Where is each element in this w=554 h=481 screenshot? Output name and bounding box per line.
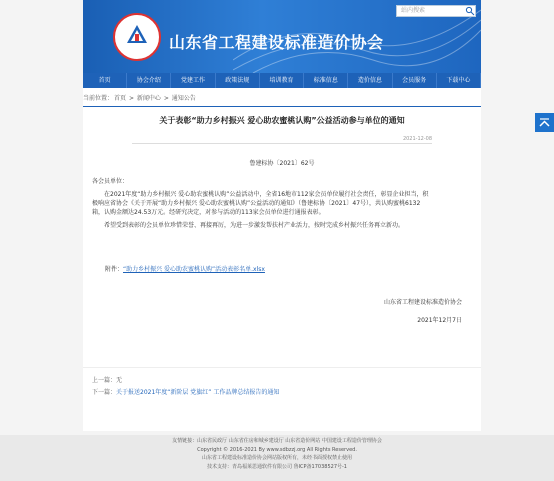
divider xyxy=(83,106,481,107)
signature: 山东省工程建设标准造价协会 xyxy=(383,299,462,306)
nav-item-member[interactable]: 会员服务 xyxy=(393,73,437,88)
article-title: 关于表彰“助力乡村振兴 爱心助农蜜桃认购”公益活动参与单位的通知 xyxy=(159,116,405,125)
prev-label: 上一篇： xyxy=(92,377,117,384)
breadcrumb-notice[interactable]: 通知公告 xyxy=(171,95,196,102)
signature-date: 2021年12月7日 xyxy=(417,317,462,324)
footer xyxy=(0,435,554,481)
prev-article xyxy=(92,375,122,384)
divider xyxy=(83,367,481,368)
attachment-label: 附件： xyxy=(105,266,124,273)
logo-emblem-icon xyxy=(125,23,149,47)
breadcrumb-home[interactable]: 首页 xyxy=(114,95,127,102)
paragraph: 希望受到表彰的会员单位珍惜荣誉、再接再厉，为进一步激发帮扶村产业活力，按时完成乡村振兴任务再立新功。 xyxy=(104,222,405,229)
nav-item-training[interactable]: 培训教育 xyxy=(260,73,304,88)
header-banner xyxy=(0,0,554,73)
nav-item-standards[interactable]: 标准信息 xyxy=(304,73,348,88)
arrow-up-icon xyxy=(535,113,554,132)
breadcrumb-news[interactable]: 新闻中心 xyxy=(136,95,161,102)
footer-owner: 山东省工程建设标准造价协会网站版权所有，未经书面授权禁止使用 xyxy=(201,455,352,461)
next-article xyxy=(92,387,279,396)
back-to-top-button[interactable] xyxy=(535,113,554,132)
breadcrumb-separator: > xyxy=(163,95,169,102)
next-article-link[interactable]: 关于报送2021年度“新阶层 党旗红” 工作品牌总结报告的通知 xyxy=(116,389,280,396)
site-title: 山东省工程建设标准造价协会 xyxy=(169,33,384,52)
salutation: 各会员单位： xyxy=(92,178,129,185)
breadcrumb-prefix: 当前位置： xyxy=(83,95,114,102)
article-container xyxy=(83,88,481,431)
footer-copyright: Copyright © 2016-2021 By www.sdbzzj.org All Rights Reserved. xyxy=(197,446,357,453)
footer-links[interactable]: 友情链接：山东省民政厅 山东省住房和城乡建设厅 山东省造价网站 中国建设工程造价管理协会 xyxy=(172,438,382,444)
divider xyxy=(132,143,432,144)
main-nav xyxy=(83,73,481,88)
breadcrumb-separator: > xyxy=(128,95,134,102)
paragraph: 在2021年度“助力乡村振兴 爱心助农蜜桃认购”公益活动中，全省16地市112家会员单位履行社会责任，彰显企业担当，积极响应省协会《关于开展“助力乡村振兴 爱心助农蜜桃认购”公益活动的通知》（鲁建标协〔2021〕47号），共认购蜜桃6132箱，认购金额达24.53万元。经研究决定，对参与活动的113家会员单位进行通报表彰。 xyxy=(92,191,429,216)
nav-item-party[interactable]: 党建工作 xyxy=(171,73,215,88)
nav-item-home[interactable]: 首页 xyxy=(83,73,127,88)
next-label: 下一篇： xyxy=(92,389,117,396)
association-logo[interactable] xyxy=(113,13,161,61)
search-icon[interactable] xyxy=(465,6,475,16)
prev-value: 无 xyxy=(116,377,123,384)
article-body xyxy=(92,177,432,234)
nav-item-about[interactable]: 协会介绍 xyxy=(127,73,171,88)
nav-item-cost[interactable]: 造价信息 xyxy=(348,73,392,88)
nav-item-policy[interactable]: 政策法规 xyxy=(216,73,260,88)
nav-item-download[interactable]: 下载中心 xyxy=(437,73,481,88)
attachment-link[interactable]: “助力乡村振兴 爱心助农蜜桃认购”活动表彰名单.xlsx xyxy=(123,266,265,273)
article-date: 2021-12-08 xyxy=(402,136,432,142)
attachment xyxy=(105,264,265,273)
footer-tech: 技术支持：青岛福莱思通软件有限公司 鲁ICP备17038527号-1 xyxy=(206,463,347,470)
document-number: 鲁建标协〔2021〕62号 xyxy=(249,160,315,167)
search-input[interactable]: 站内搜索 xyxy=(396,5,476,17)
breadcrumb xyxy=(83,93,197,102)
